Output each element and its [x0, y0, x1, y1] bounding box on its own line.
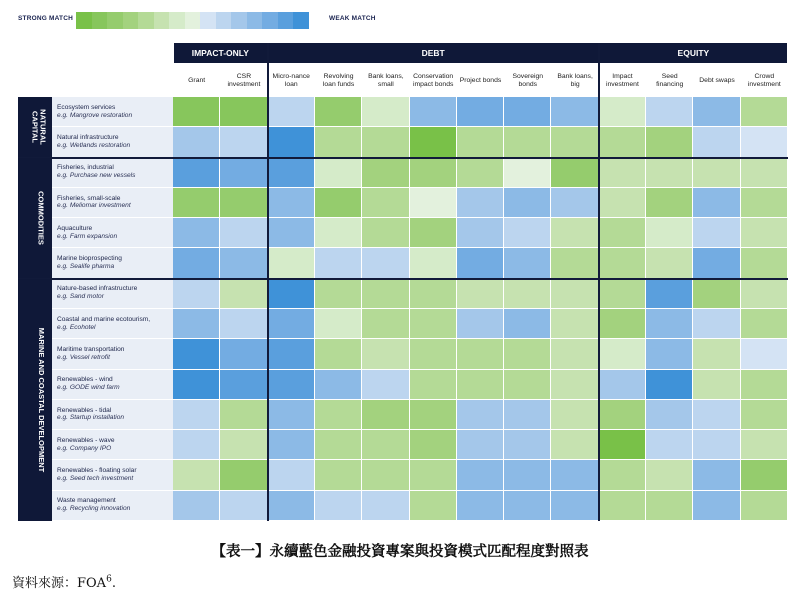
heatmap-cell: [220, 188, 267, 218]
row-title: Renewables - floating solar: [57, 467, 137, 475]
heatmap-cell: [504, 491, 551, 521]
heatmap-cell: [173, 400, 220, 430]
heatmap-cell: [646, 188, 693, 218]
column-header: Conservation impact bonds: [412, 72, 454, 88]
heatmap-cell: [599, 491, 646, 521]
heatmap-cell: [504, 279, 551, 309]
heatmap-cell: [173, 430, 220, 460]
heatmap-cell: [315, 188, 362, 218]
row-title: Renewables - wave: [57, 436, 115, 444]
heatmap-cell: [599, 460, 646, 490]
heatmap-cell: [457, 127, 504, 157]
heatmap-cell: [646, 460, 693, 490]
column-header: Debt swaps: [699, 76, 735, 84]
heatmap-cell: [220, 370, 267, 400]
heatmap-cell: [315, 158, 362, 188]
heatmap-cell: [410, 430, 457, 460]
heatmap-cell: [315, 127, 362, 157]
heatmap-cell: [646, 127, 693, 157]
heatmap-cell: [315, 248, 362, 278]
column-header: Grant: [188, 76, 206, 84]
heatmap-cell: [173, 127, 220, 157]
row-title: Waste management: [57, 497, 116, 505]
column-header: Sovereign bonds: [512, 72, 544, 88]
heatmap-cell: [362, 97, 409, 127]
heatmap-cell: [741, 400, 788, 430]
heatmap-cell: [741, 158, 788, 188]
group-label-line: CAPITAL: [29, 111, 39, 144]
heatmap-cell: [362, 279, 409, 309]
heatmap-cell: [220, 400, 267, 430]
heatmap-cell: [173, 309, 220, 339]
heatmap-cell: [646, 370, 693, 400]
heatmap-cell: [693, 248, 740, 278]
row-label-fisheries-small-scale: [52, 188, 173, 217]
heatmap-cell: [315, 400, 362, 430]
heatmap-cell: [693, 279, 740, 309]
heatmap-cell: [741, 97, 788, 127]
heatmap-cell: [693, 127, 740, 157]
row-example: e.g. Meliomar investment: [57, 202, 131, 210]
heatmap-cell: [268, 339, 315, 369]
heatmap-cell: [504, 97, 551, 127]
heatmap-cell: [504, 460, 551, 490]
heatmap-cell: [362, 430, 409, 460]
heatmap-cell: [410, 400, 457, 430]
heatmap-cell: [741, 188, 788, 218]
category-separator: [598, 43, 600, 521]
heatmap-cell: [220, 127, 267, 157]
heatmap-cell: [220, 491, 267, 521]
heatmap-cell: [315, 370, 362, 400]
heatmap-cell: [173, 218, 220, 248]
heatmap-cell: [220, 248, 267, 278]
row-title: Marine bioprospecting: [57, 255, 122, 263]
heatmap-cell: [410, 158, 457, 188]
heatmap-cell: [504, 248, 551, 278]
heatmap-cell: [504, 158, 551, 188]
heatmap-cell: [268, 279, 315, 309]
heatmap-cell: [457, 400, 504, 430]
row-title: Fisheries, small-scale: [57, 194, 121, 202]
row-label-coastal-and-marine-ecotourism: [52, 309, 173, 338]
heatmap-cell: [173, 97, 220, 127]
heatmap-cell: [551, 309, 598, 339]
heatmap-cell: [457, 279, 504, 309]
heatmap-cell: [504, 339, 551, 369]
category-separator: [267, 43, 269, 521]
row-example: e.g. Farm expansion: [57, 232, 118, 240]
heatmap-cell: [410, 339, 457, 369]
source-text: 資料來源：FOA: [12, 576, 107, 591]
heatmap-cell: [741, 218, 788, 248]
heatmap-cell: [362, 460, 409, 490]
column-header: Micro-nance loan: [272, 72, 310, 88]
heatmap-cell: [599, 430, 646, 460]
heatmap-cell: [741, 430, 788, 460]
heatmap-cell: [551, 248, 598, 278]
heatmap-cell: [504, 400, 551, 430]
heatmap-cell: [693, 460, 740, 490]
heatmap-cell: [268, 370, 315, 400]
heatmap-cell: [693, 370, 740, 400]
heatmap-cell: [268, 127, 315, 157]
column-header: Seed financing: [656, 72, 684, 88]
heatmap-cell: [599, 339, 646, 369]
heatmap-cell: [410, 491, 457, 521]
heatmap-cell: [504, 127, 551, 157]
heatmap-cell: [410, 248, 457, 278]
category-header-debt: DEBT: [269, 43, 598, 63]
heatmap-cell: [173, 491, 220, 521]
heatmap-cell: [693, 339, 740, 369]
legend-weak-label: WEAK MATCH: [329, 15, 376, 22]
heatmap-cell: [173, 370, 220, 400]
source-note: [12, 572, 116, 591]
heatmap-cell: [646, 218, 693, 248]
row-label-renewables-wave: [52, 430, 173, 459]
heatmap-cell: [741, 127, 788, 157]
row-example: e.g. Sealife pharma: [57, 263, 115, 271]
row-label-aquaculture: [52, 218, 173, 247]
row-example: e.g. Ecohotel: [57, 323, 96, 331]
heatmap-cell: [599, 158, 646, 188]
heatmap-cell: [457, 188, 504, 218]
group-label-marine-and-coastal-development: MARINE AND COASTAL DEVELOPMENT: [37, 327, 46, 473]
row-title: Renewables - wind: [57, 376, 113, 384]
heatmap-cell: [362, 188, 409, 218]
row-label-natural-infrastructure: [52, 127, 173, 156]
row-title: Aquaculture: [57, 224, 93, 232]
heatmap-cell: [362, 218, 409, 248]
heatmap-cell: [410, 127, 457, 157]
heatmap-cell: [268, 188, 315, 218]
row-label-fisheries-industrial: [52, 158, 173, 187]
heatmap-cell: [457, 97, 504, 127]
heatmap-cell: [410, 97, 457, 127]
heatmap-cell: [551, 370, 598, 400]
row-title: Coastal and marine ecotourism,: [57, 315, 151, 323]
heatmap-cell: [315, 339, 362, 369]
row-example: e.g. GODE wind farm: [57, 384, 120, 392]
heatmap-cell: [741, 339, 788, 369]
group-label-commodities: COMMODITIES: [37, 191, 47, 246]
heatmap-cell: [315, 491, 362, 521]
heatmap-cell: [741, 279, 788, 309]
group-label-line: NATURAL: [37, 109, 47, 146]
heatmap-cell: [220, 339, 267, 369]
heatmap-cell: [504, 430, 551, 460]
heatmap-cell: [504, 370, 551, 400]
row-label-maritime-transportation: [52, 339, 173, 368]
heatmap-cell: [220, 460, 267, 490]
heatmap-cell: [220, 218, 267, 248]
source-tail: .: [111, 576, 116, 591]
heatmap-cell: [646, 400, 693, 430]
heatmap-cell: [457, 460, 504, 490]
heatmap-cell: [362, 491, 409, 521]
heatmap-cell: [599, 97, 646, 127]
heatmap-cell: [268, 400, 315, 430]
table-caption: 【表一】永續藍色金融投資專案與投資模式匹配程度對照表: [211, 543, 589, 560]
heatmap-cell: [599, 248, 646, 278]
heatmap-cell: [457, 430, 504, 460]
row-label-renewables-tidal: [52, 400, 173, 429]
row-label-waste-management: [52, 491, 173, 520]
row-title: Maritime transportation: [57, 346, 125, 354]
heatmap-cell: [315, 430, 362, 460]
heatmap-cell: [693, 188, 740, 218]
row-example: e.g. Recycling innovation: [57, 505, 131, 513]
group-separator: [18, 157, 788, 159]
heatmap-cell: [741, 309, 788, 339]
heatmap-cell: [551, 279, 598, 309]
heatmap-cell: [693, 97, 740, 127]
heatmap-cell: [599, 279, 646, 309]
row-title: Renewables - tidal: [57, 406, 112, 414]
category-header-equity: EQUITY: [600, 43, 787, 63]
row-label-renewables-floating-solar: [52, 460, 173, 489]
heatmap-cell: [220, 97, 267, 127]
heatmap-cell: [220, 279, 267, 309]
heatmap-cell: [646, 309, 693, 339]
row-title: Fisheries, industrial: [57, 164, 114, 172]
heatmap-cell: [268, 97, 315, 127]
heatmap-cell: [220, 430, 267, 460]
heatmap-cell: [741, 370, 788, 400]
heatmap-cell: [693, 158, 740, 188]
row-example: e.g. Sand motor: [57, 293, 104, 301]
heatmap-cell: [551, 339, 598, 369]
heatmap-cell: [457, 309, 504, 339]
heatmap-cell: [741, 491, 788, 521]
heatmap-cell: [646, 279, 693, 309]
heatmap-cell: [551, 188, 598, 218]
heatmap-cell: [173, 158, 220, 188]
heatmap-cell: [362, 370, 409, 400]
heatmap-cell: [741, 248, 788, 278]
group-label-natural-capital: [24, 97, 46, 158]
heatmap-cell: [646, 491, 693, 521]
heatmap-cell: [410, 370, 457, 400]
heatmap-cell: [646, 339, 693, 369]
row-title: Natural infrastructure: [57, 134, 119, 142]
heatmap-cell: [315, 97, 362, 127]
heatmap-cell: [646, 248, 693, 278]
heatmap-cell: [362, 158, 409, 188]
heatmap-cell: [599, 309, 646, 339]
heatmap-cell: [220, 309, 267, 339]
column-header: Bank loans, big: [557, 72, 593, 88]
heatmap-cell: [268, 430, 315, 460]
row-label-ecosystem-services: [52, 97, 173, 126]
row-example: e.g. Mangrove restoration: [57, 111, 133, 119]
column-header: Crowd investment: [747, 72, 781, 88]
heatmap-cell: [362, 400, 409, 430]
heatmap-cell: [504, 188, 551, 218]
source-footnote: 6: [106, 574, 112, 585]
heatmap-cell: [646, 430, 693, 460]
heatmap-cell: [457, 158, 504, 188]
heatmap-cell: [551, 491, 598, 521]
heatmap-cell: [315, 279, 362, 309]
heatmap-cell: [173, 248, 220, 278]
category-header-impact-only: IMPACT-ONLY: [174, 43, 267, 63]
heatmap-cell: [457, 218, 504, 248]
heatmap-cell: [457, 491, 504, 521]
heatmap-cell: [504, 218, 551, 248]
heatmap-cell: [693, 430, 740, 460]
heatmap-cell: [268, 491, 315, 521]
heatmap-cell: [220, 158, 267, 188]
heatmap-cell: [599, 188, 646, 218]
heatmap-cell: [268, 248, 315, 278]
heatmap-cell: [693, 400, 740, 430]
column-header: Bank loans, small: [368, 72, 404, 88]
heatmap-cell: [599, 370, 646, 400]
column-header: CSR investment: [227, 72, 261, 88]
heatmap-cell: [410, 460, 457, 490]
heatmap-cell: [551, 218, 598, 248]
heatmap-cell: [173, 460, 220, 490]
column-header: Project bonds: [459, 76, 502, 84]
row-label-renewables-wind: [52, 370, 173, 399]
heatmap-cell: [268, 218, 315, 248]
heatmap-cell: [362, 127, 409, 157]
heatmap-cell: [646, 97, 693, 127]
heatmap-cell: [173, 188, 220, 218]
row-title: Ecosystem services: [57, 103, 116, 111]
heatmap-cell: [315, 218, 362, 248]
row-title: Nature-based infrastructure: [57, 285, 138, 293]
heatmap-cell: [693, 218, 740, 248]
group-separator: [18, 278, 788, 280]
column-header: Revolving loan funds: [322, 72, 355, 88]
heatmap-cell: [646, 158, 693, 188]
row-example: e.g. Company IPO: [57, 444, 112, 452]
heatmap-cell: [741, 460, 788, 490]
heatmap-cell: [551, 127, 598, 157]
row-example: e.g. Purchase new vessels: [57, 172, 136, 180]
heatmap-cell: [693, 491, 740, 521]
heatmap-cell: [268, 460, 315, 490]
heatmap-cell: [599, 127, 646, 157]
heatmap-cell: [457, 370, 504, 400]
heatmap-cell: [362, 248, 409, 278]
heatmap-cell: [551, 400, 598, 430]
heatmap-cell: [315, 460, 362, 490]
heatmap-cell: [410, 218, 457, 248]
heatmap-cell: [551, 430, 598, 460]
heatmap-cell: [315, 309, 362, 339]
row-example: e.g. Vessel retrofit: [57, 353, 110, 361]
heatmap-cell: [410, 309, 457, 339]
row-example: e.g. Seed tech investment: [57, 475, 134, 483]
heatmap-cell: [173, 279, 220, 309]
heatmap-cell: [362, 339, 409, 369]
heatmap-cell: [599, 218, 646, 248]
heatmap-cell: [410, 279, 457, 309]
row-example: e.g. Startup installation: [57, 414, 125, 422]
heatmap-cell: [173, 339, 220, 369]
row-label-marine-bioprospecting: [52, 248, 173, 277]
heatmap-cell: [551, 460, 598, 490]
heatmap-cell: [504, 309, 551, 339]
heatmap-cell: [362, 309, 409, 339]
heatmap-cell: [551, 158, 598, 188]
legend-strong-label: STRONG MATCH: [18, 15, 73, 22]
heatmap-cell: [551, 97, 598, 127]
row-label-nature-based-infrastructure: [52, 279, 173, 308]
heatmap-cell: [599, 400, 646, 430]
heatmap-cell: [410, 188, 457, 218]
heatmap-cell: [268, 309, 315, 339]
heatmap-cell: [457, 248, 504, 278]
column-header: Impact investment: [605, 72, 639, 88]
heatmap-cell: [268, 158, 315, 188]
heatmap-cell: [693, 309, 740, 339]
row-example: e.g. Wetlands restoration: [57, 141, 131, 149]
heatmap-cell: [457, 339, 504, 369]
